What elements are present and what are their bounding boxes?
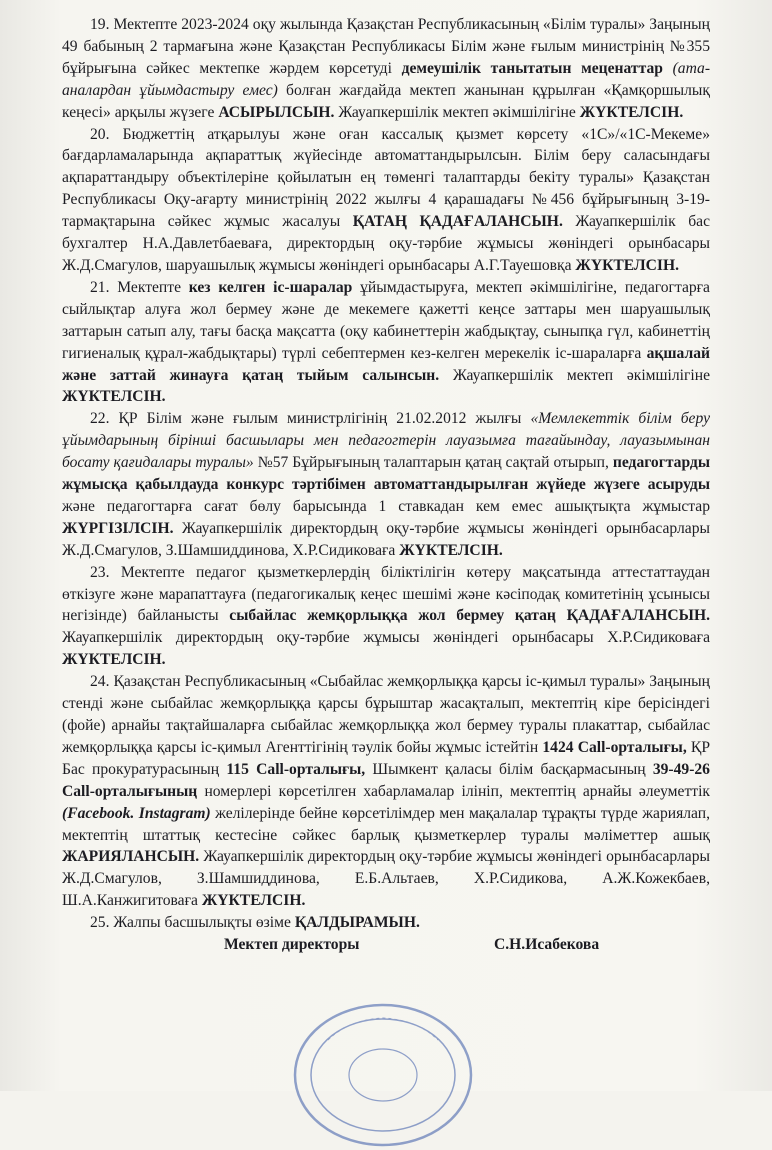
order-item-21 [62,277,710,408]
text-run: ҚР Бас прокуратурасының [62,738,710,778]
order-item-22 [62,408,710,561]
text-run: Жауапкершілік директордың оқу-тәрбие жұмысы жөніндегі орынбасары Х.Р.Сидиковаға [62,629,710,647]
text-run: 1424 Call-орталығы, [542,738,687,756]
signature-title: Мектеп директоры [224,936,360,954]
text-run: (ата-аналардан ұйымдастыру емес) [62,59,711,99]
text-run: ЖҮКТЕЛСІН. [575,256,679,274]
text-run [663,60,673,77]
text-run: 23. Мектепте педагог қызметкерлердің біліктілігін көтеру мақсатында аттестаттаудан өткізуге және марапаттауға (педагогикалық кеңес шешімі және кәсіподақ комитетінің ұсынысы негізінде) байланысты [62,563,710,625]
text-run: номерлері көрсетілген хабарламалар ілініп, мектептің арнайы әлеуметтік [197,782,710,800]
text-run: ақшалай және заттай жинауға қатаң тыйым салынсын. [62,344,710,384]
text-run: кез келген іс-шаралар [188,278,353,296]
text-run: Жауапкершілік директордың оқу-тәрбие жұмысы жөніндегі орынбасарлары Ж.Д.Смагулов, З.Шамшиддинова, Е.Б.Альтаев, Х.Р.Сидикова, А.Ж.Кожекбаев, Ш.А.Канжигитоваға [62,848,710,910]
text-run: 115 Call-орталығы, [226,760,366,778]
text-run: ҚАЛДЫРАМЫН. [294,914,420,932]
text-run: Жауапкершілік бас бухгалтер Н.А.Давлетбаеваға, директордың оқу-тәрбие жұмысы жөніндегі орынбасары Ж.Д.Смагулов, шаруашылық жұмысы жөніндегі орынбасары А.Г.Тауешовқа [62,213,710,274]
text-run: (Facebook. Instagram) [62,804,211,822]
text-run: демеушілік танытатын меценаттар [401,59,663,77]
text-run: болған жағдайда мектеп жанынан құрылған «Қамқоршылық кеңесі» арқылы жүзеге [62,81,710,121]
text-run: ЖҮКТЕЛСІН. [579,103,684,121]
text-run: АСЫРЫЛСЫН. [218,103,335,121]
text-run: ЖҮКТЕЛСІН. [201,892,306,910]
text-run: және педагогтарға сағат бөлу барысында 1 ставкадан кем емес ашықтықта жұмыстар [62,497,710,515]
order-item-23 [62,562,710,672]
text-run: педагогтарды жұмысқа қабылдауда конкурс тәртібімен автоматтандырылған жүйеде жүзеге асыруды [62,454,710,494]
text-run: ұйымдастыруға, мектеп әкімшілігіне, педагогтарға сыйлықтар алуға жол бермеу және де мекемеге қажетті кеңсе заттары мен шаруашылық заттарын сатып алу, тағы басқа мақсатта (оқу кабинеттерін жабдықтау, сыныпқа гүл, кабинеттің гигиеналық құрал-жабдықтары) түрлі себептермен кез-келген мерекелік іс-шараларға [62,278,710,362]
text-run: ЖҮКТЕЛСІН. [62,651,166,669]
text-run: 20. Бюджеттің атқарылуы және оған кассалық қызмет көрсету «1С»/«1С-Мекеме» бағдарламаларында ақпараттық жүйесінде автоматтандырылсын. Білім беру саласындағы ақпараттандыру объектілеріне қойылатын ең төменгі талаптарды бекіту туралы» Қазақстан Республикасы Оқу-ағарту министрінің 2022 жылғы 4 қарашадағы №456 бұйрығының 3-19-тармақтарына сәйкес жұмыс жасалуы [62,125,710,231]
text-run: желілерінде бейне көрсетілімдер мен мақалалар тұрақты түрде жариялап, мектептің штаттық кестесіне сәйкес барлық қызметкерлер туралы мәліметтер ашық [62,804,710,844]
text-run: 22. ҚР Білім және ғылым министрлігінің 21.02.2012 жылғы [90,410,531,428]
official-stamp-icon [288,1000,478,1150]
text-run: Жауапкершілік мектеп әкімшілігіне [334,103,580,121]
order-item-19 [62,14,710,124]
text-run: 19. Мектепте 2023-2024 оқу жылында Қазақстан Республикасының «Білім туралы» Заңының 49 бабының 2 тармағына және Қазақстан Республикасы Білім және ғылым министрінің №355 бұйрығына сәйкес мектепке жәрдем көрсетуді [62,16,710,77]
text-run: Шымкент қаласы білім басқармасының [365,760,653,778]
text-run: ЖҮКТЕЛСІН. [62,388,166,406]
text-run: 25. Жалпы басшылықты өзіме [90,914,295,932]
order-item-25 [62,912,710,934]
text-run: 24. Қазақстан Республикасының «Сыбайлас жемқорлыққа қарсы іс-қимыл туралы» Заңының стенді және сыбайлас жемқорлыққа қарсы бұрыштар жасақталып, мектептің кіре берісіндегі (фойе) арнайы тақтайшаларға сыбайлас жемқорлыққа жол бермеу туралы плакаттар, сыбайлас жемқорлыққа қарсы іс-қимыл Агенттігінің тәулік бойы жұмыс істейтін [62,673,710,756]
text-run: ЖҮРГІЗІЛСІН. [62,519,174,537]
text-run: 21. Мектепте [90,278,189,296]
signature-name: С.Н.Исабекова [494,936,600,954]
text-run: ЖАРИЯЛАНСЫН. [62,848,200,866]
text-run: Жауапкершілік директордың оқу-тәрбие жұмысы жөніндегі орынбасарлары Ж.Д.Смагулов, З.Шамшиддинова, Х.Р.Сидиковаға [62,519,710,559]
text-run: «Мемлекеттік білім беру ұйымдарының бірінші басшылары мен педагогтерін лауазымға тағайындау, лауазымынан босату қағидалары туралы» [62,410,710,472]
text-run: Жауапкершілік мектеп әкімшілігіне [439,366,710,384]
text-run: сыбайлас жемқорлыққа жол бермеу қатаң ҚАДАҒАЛАНСЫН. [229,607,710,625]
order-body [62,14,710,934]
text-run: 39-49-26 Call-орталығының [62,760,710,800]
text-run: ҚАТАҢ ҚАДАҒАЛАНСЫН. [352,213,563,231]
order-item-20 [62,124,710,277]
text-run: №57 Бұйрығының талаптарын қатаң сақтай отырып, [253,454,613,472]
text-run: ЖҮКТЕЛСІН. [399,541,503,559]
signature-row [62,934,710,958]
order-item-24 [62,671,710,912]
